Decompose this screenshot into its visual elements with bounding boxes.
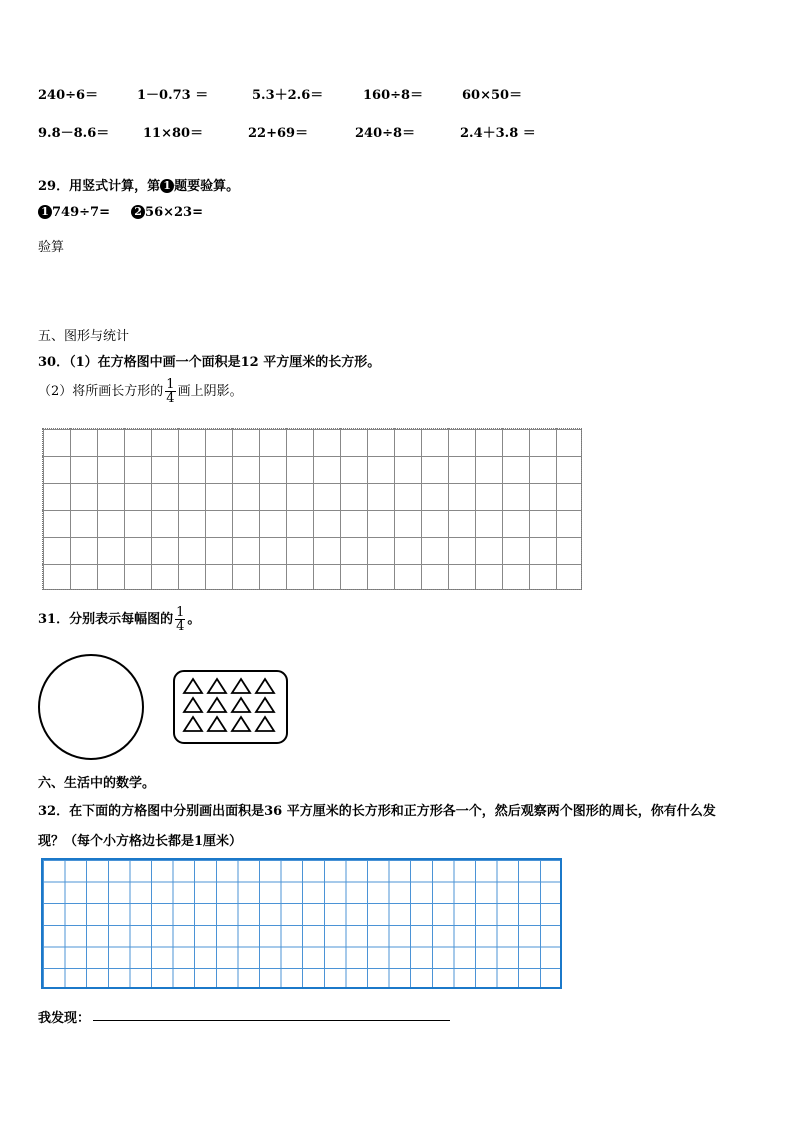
calc-2-4: 240÷8＝ bbox=[355, 126, 416, 141]
circled-number: 1 bbox=[160, 179, 174, 193]
circled-number: 1 bbox=[38, 205, 52, 219]
blue-square-grid[interactable] bbox=[41, 858, 562, 989]
triangle-icon bbox=[184, 717, 202, 731]
calc-1-5: 60×50＝ bbox=[462, 88, 523, 103]
calc-1-4: 160÷8＝ bbox=[363, 88, 424, 103]
q30-part1: 30．（1）在方格图中画一个面积是12 平方厘米的长方形。 bbox=[38, 355, 381, 370]
q32-line1: 32．在下面的方格图中分别画出面积是36 平方厘米的长方形和正方形各一个，然后观察两个图形的周长，你有什么发 bbox=[38, 804, 716, 819]
q30-part2: （2）将所画长方形的 $\frac{1}{4}$ 画上阴影。 bbox=[38, 377, 243, 406]
triangle-icon bbox=[232, 717, 250, 731]
answer-line[interactable] bbox=[93, 1020, 450, 1021]
triangle-icon bbox=[208, 679, 226, 693]
calc-2-2: 11×80＝ bbox=[143, 126, 204, 141]
triangles-figure bbox=[172, 669, 290, 745]
calc-2-1: 9.8－8.6＝ bbox=[38, 126, 110, 141]
q29-items: 1 749÷7= 2 56×23= bbox=[38, 205, 203, 220]
fraction-one-quarter: $\frac{1}{4}$ bbox=[176, 605, 185, 634]
calc-1-3: 5.3＋2.6＝ bbox=[252, 88, 324, 103]
triangle-icon bbox=[232, 679, 250, 693]
circled-number: 2 bbox=[131, 205, 145, 219]
section-5-heading: 五、图形与统计 bbox=[38, 329, 130, 344]
dotted-square-grid[interactable] bbox=[42, 428, 582, 590]
triangle-icon bbox=[232, 698, 250, 712]
answer-label: 我发现： bbox=[38, 1011, 91, 1026]
section-6-heading: 六、生活中的数学。 bbox=[38, 776, 156, 791]
q31-title: 31．分别表示每幅图的 $\frac{1}{4}$ 。 bbox=[38, 605, 201, 634]
triangle-icon bbox=[208, 717, 226, 731]
q29-title: 29．用竖式计算，第 1 题要验算。 bbox=[38, 179, 240, 194]
triangle-icon bbox=[256, 698, 274, 712]
calc-1-1: 240÷6＝ bbox=[38, 88, 99, 103]
triangle-icon bbox=[208, 698, 226, 712]
q29-check-label: 验算 bbox=[38, 240, 65, 255]
circle-figure bbox=[36, 653, 148, 761]
fraction-one-quarter: $\frac{1}{4}$ bbox=[166, 377, 175, 406]
triangle-icon bbox=[184, 679, 202, 693]
triangle-icon bbox=[256, 717, 274, 731]
q32-line2: 现？（每个小方格边长都是1厘米） bbox=[38, 834, 243, 849]
triangle-icon bbox=[184, 698, 202, 712]
triangle-icon bbox=[256, 679, 274, 693]
calc-2-3: 22+69＝ bbox=[248, 126, 309, 141]
calc-1-2: 1－0.73 ＝ bbox=[137, 88, 209, 103]
calc-2-5: 2.4＋3.8 ＝ bbox=[460, 126, 536, 141]
